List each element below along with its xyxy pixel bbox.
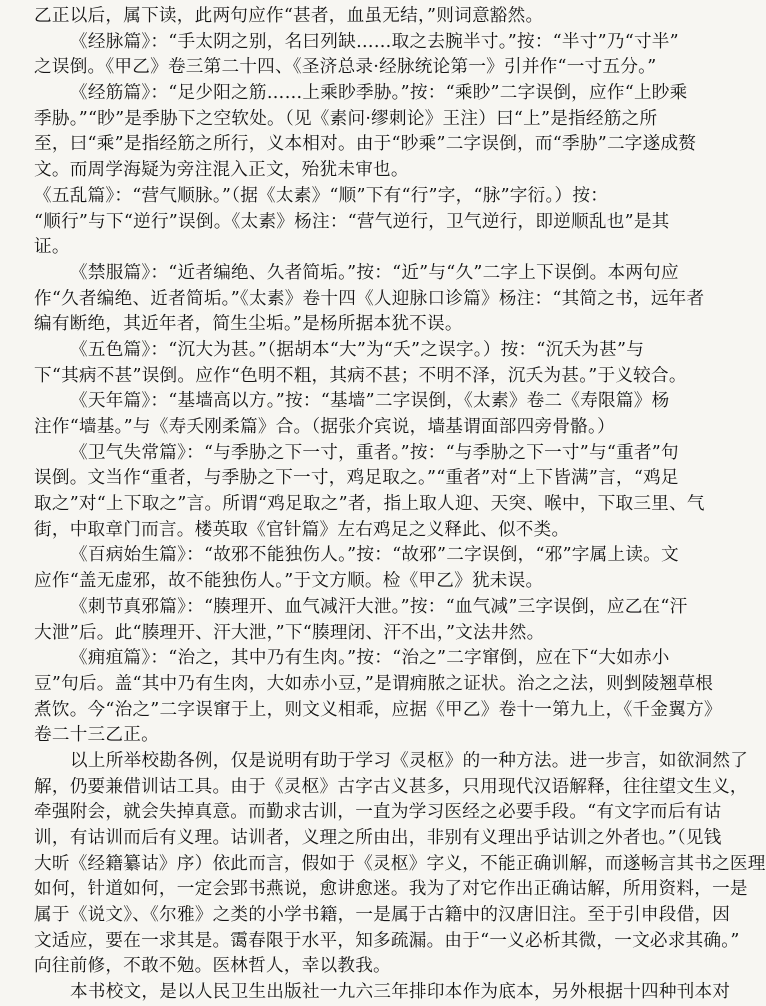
- text-line: 注作“墙基。”与《寿夭刚柔篇》合。（据张介宾说，墙基谓面部四旁骨骼。）: [34, 417, 615, 437]
- text-line: 《卫气失常篇》：“与季胁之下一寸，重者。”按：“与季胁之下一寸”与“重者”句: [70, 442, 679, 463]
- text-line: 取之”对“上下取之”言。所谓“鸡足取之”者，指上取人迎、天突、喉中，下取三里、气: [34, 494, 705, 515]
- text-line: 大昕《经籍纂诂》序）依此而言，假如于《灵枢》字义，不能正确训解，而遂畅言其书之医理: [34, 853, 766, 874]
- text-line: 大泄”后。此“腠理开、汗大泄，”下“腠理闭、汗不出，”文法井然。: [34, 622, 545, 643]
- text-line: 豆”句后。盖“其中乃有生肉，大如赤小豆，”是谓痈脓之证状。治之之法，则剉陵翘草根: [34, 673, 714, 694]
- text-line: 文适应，要在一求其是。霭春限于水平，知多疏漏。由于“一义必析其微，一文必求其确。”: [34, 930, 740, 951]
- text-line: 本书校文，是以人民卫生出版社一九六三年排印本作为底本，另外根据十四种刊本对: [70, 982, 731, 1003]
- text-line: 《五乱篇》：“营气顺脉。”（据《太素》“顺”下有“行”字，“脉”字衍。）按：: [34, 185, 609, 206]
- text-line: 《禁服篇》：“近者编绝、久者简垢。”按：“近”与“久”二字上下误倒。本两句应: [70, 262, 679, 283]
- text-line: 《刺节真邪篇》：“腠理开、血气减汗大泄。”按：“血气减”三字误倒，应乙在“汗: [70, 596, 688, 617]
- text-line: 《经脉篇》：“手太阴之别，名曰列缺……取之去腕半寸。”按：“半寸”乃“寸半”: [70, 31, 679, 52]
- text-line: 解，仍要兼借训诂工具。由于《灵枢》古字古义甚多，只用现代汉语解释，往往望文生义，: [34, 776, 748, 797]
- text-line: 《百病始生篇》：“故邪不能独伤人。”按：“故邪”二字误倒，“邪”字属上读。文: [70, 545, 679, 566]
- text-line: 属于《说文》、《尔雅》之类的小学书籍，一是属于古籍中的汉唐旧注。至于引申段借，因: [34, 905, 731, 926]
- text-line: 牵强附会，就会失掉真意。而勤求古训，一直为学习医经之必要手段。“有文字而后有诂: [34, 802, 722, 823]
- text-line: 街，中取章门而言。楼英取《官针篇》左右鸡足之义释此、似不类。: [34, 519, 570, 540]
- text-line: 乙正以后，属下读，此两句应作“甚者，血虽无结，”则词意豁然。: [34, 6, 544, 26]
- text-line: 下“其病不甚”误倒。应作“色明不粗，其病不甚；不明不泽，沉夭为甚。”于义较合。: [34, 365, 687, 386]
- text-line: 向往前修，不敢不勉。医林哲人，幸以教我。: [34, 956, 391, 977]
- text-line: 《天年篇》：“基墙高以方。”按：“基墙”二字误倒，《太素》卷二《寿限篇》杨: [70, 391, 670, 412]
- text-line: “顺行”与下“逆行”误倒。《太素》杨注：“营气逆行，卫气逆行，即逆顺乱也”是其: [34, 211, 670, 232]
- text-line: 煮饮。今“治之”二字误窜于上，则文义相乖，应据《甲乙》卷十一第九上，《千金翼方》: [34, 699, 722, 720]
- text-line: 卷二十三乙正。: [34, 725, 159, 746]
- text-line: 以上所举校勘各例，仅是说明有助于学习《灵枢》的一种方法。进一步言，如欲洞然了: [70, 750, 749, 771]
- text-line: 误倒。文当作“重者，与季胁之下一寸，鸡足取之。”“重者”对“上下皆满”言，“鸡足: [34, 468, 679, 489]
- text-line: 编有断绝，其近年者，简生尘垢。”是杨所据本犹不误。: [34, 314, 463, 335]
- text-line: 《痈疽篇》：“治之，其中乃有生肉。”按：“治之”二字窜倒，应在下“大如赤小: [70, 648, 670, 669]
- text-line: 训，有诂训而后有义理。诂训者，义理之所由出，非别有义理出乎诂训之外者也。”（见钱: [34, 828, 722, 848]
- text-line: 季胁。”“眇”是季胁下之空软处。（见《素问·缪刺论》王注）曰“上”是指经筋之所: [34, 108, 658, 129]
- text-line: 文。而周学海疑为旁注混入正文，殆犹未审也。: [34, 160, 409, 181]
- text-line: 之误倒。《甲乙》卷三第二十四、《圣济总录·经脉统论第一》引并作“一寸五分。”: [34, 57, 657, 78]
- text-line: 证。: [34, 237, 70, 258]
- text-line: 应作“盖无虚邪，故不能独伤人。”于文方顺。检《甲乙》犹未误。: [34, 571, 544, 592]
- text-line: 《五色篇》：“沉大为甚。”（据胡本“大”为“夭”之误字。）按：“沉夭为甚”与: [70, 339, 645, 360]
- text-line: 如何，针道如何，一定会郢书燕说，愈讲愈迷。我为了对它作出正确诂解，所用资料，一是: [34, 879, 748, 900]
- text-line: 作“久者编绝、近者简垢。”《太素》卷十四《人迎脉口诊篇》杨注：“其简之书，远年者: [34, 288, 705, 309]
- text-line: 《经筋篇》：“足少阳之筋……上乘眇季胁。”按：“乘眇”二字误倒，应作“上眇乘: [70, 83, 688, 104]
- text-line: 至，曰“乘”是指经筋之所行，义本相对。由于“眇乘”二字误倒，而“季胁”二字遂成赘: [34, 134, 697, 155]
